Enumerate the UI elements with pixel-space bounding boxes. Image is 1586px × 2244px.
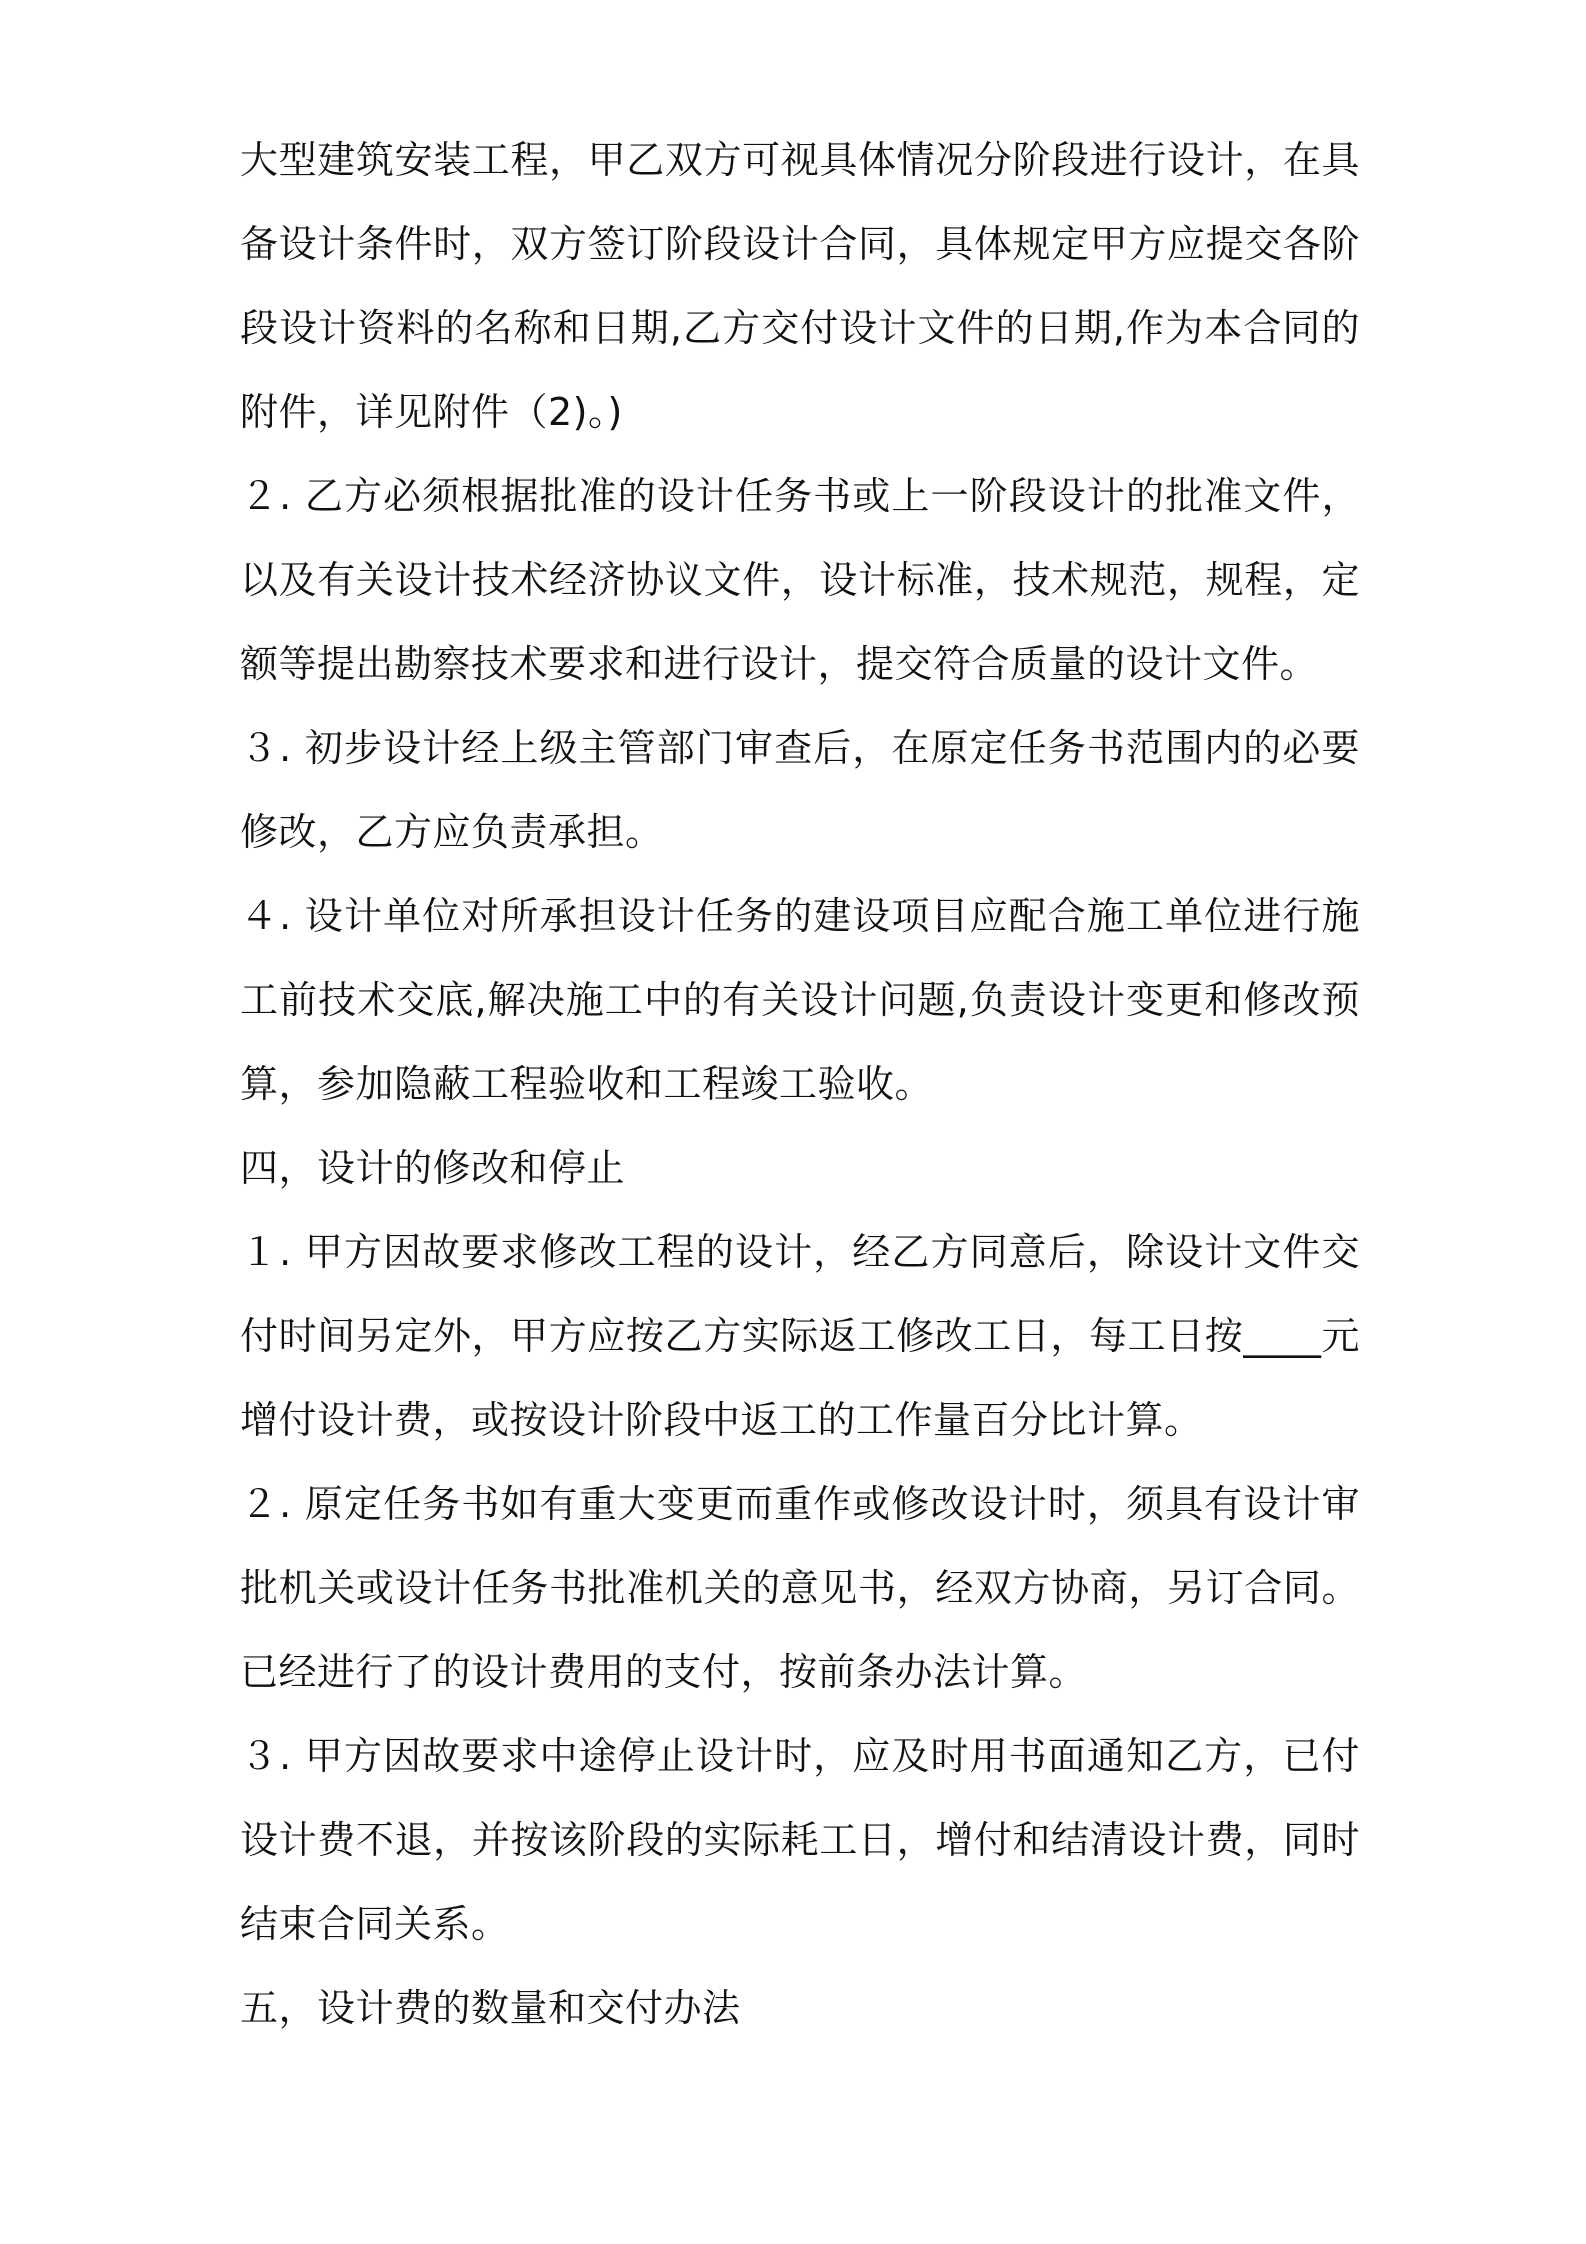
- section-heading-modification: 四，设计的修改和停止: [240, 1146, 626, 1190]
- document-body: [240, 118, 1360, 2050]
- paragraph-clause-3-termination: ３. 甲方因故要求中途停止设计时，应及时用书面通知乙方，已付设计费不退，并按该阶段的实际耗工日，增付和结清设计费，同时结束合同关系。: [240, 1734, 1360, 1946]
- paragraph-clause-2-major-change: ２. 原定任务书如有重大变更而重作或修改设计时，须具有设计审批机关或设计任务书批准机关的意见书，经双方协商，另订合同。已经进行了的设计费用的支付，按前条办法计算。: [240, 1482, 1360, 1694]
- paragraph-clause-4-construction-support: ４. 设计单位对所承担设计任务的建设项目应配合施工单位进行施工前技术交底,解决施工中的有关设计问题,负责设计变更和修改预算，参加隐蔽工程验收和工程竣工验收。: [240, 894, 1360, 1106]
- section-heading-design-fee: 五，设计费的数量和交付办法: [240, 1986, 741, 2030]
- paragraph-clause-1-modification-fee: １. 甲方因故要求修改工程的设计，经乙方同意后，除设计文件交付时间另定外，甲方应按乙方实际返工修改工日，每工日按____元增付设计费，或按设计阶段中返工的工作量百分比计算。: [240, 1230, 1360, 1442]
- paragraph-clause-2-design-basis: ２. 乙方必须根据批准的设计任务书或上一阶段设计的批准文件，以及有关设计技术经济协议文件，设计标准，技术规范，规程，定额等提出勘察技术要求和进行设计，提交符合质量的设计文件。: [240, 474, 1360, 686]
- paragraph-phased-design: 大型建筑安装工程，甲乙双方可视具体情况分阶段进行设计，在具备设计条件时，双方签订阶段设计合同，具体规定甲方应提交各阶段设计资料的名称和日期,乙方交付设计文件的日期,作为本合同的附件，详见附件（2)。): [240, 138, 1360, 434]
- paragraph-clause-3-preliminary-review: ３. 初步设计经上级主管部门审查后，在原定任务书范围内的必要修改，乙方应负责承担。: [240, 726, 1360, 854]
